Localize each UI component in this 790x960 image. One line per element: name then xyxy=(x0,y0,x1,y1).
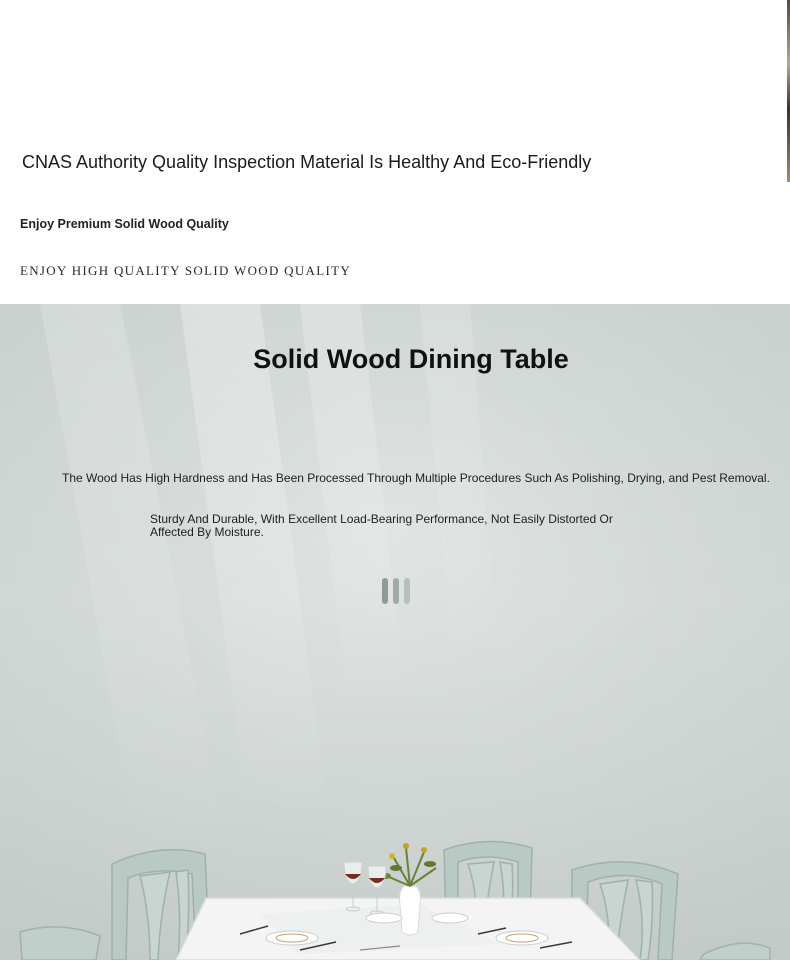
chair-back-left-edge xyxy=(20,927,100,960)
durability-description: Sturdy And Durable, With Excellent Load-Bearing Performance, Not Easily Distorted Or Affected By Moisture. xyxy=(150,512,613,539)
dining-set-illustration xyxy=(0,804,790,960)
top-section xyxy=(0,0,790,304)
bar-3 xyxy=(404,578,410,604)
quality-caption: ENJOY HIGH QUALITY SOLID WOOD QUALITY xyxy=(20,263,352,278)
chair-back-right-edge xyxy=(700,943,770,960)
certification-heading: CNAS Authority Quality Inspection Material Is Healthy And Eco-Friendly xyxy=(22,152,592,172)
wood-hardness-description: The Wood Has High Hardness and Has Been Processed Through Multiple Procedures Such As Polishing, Drying, and Pest Removal. xyxy=(62,471,770,485)
dining-table-scene xyxy=(0,304,790,960)
premium-quality-subheading: Enjoy Premium Solid Wood Quality xyxy=(20,217,229,231)
bar-2 xyxy=(393,578,399,604)
three-bars-icon xyxy=(382,578,410,604)
bar-1 xyxy=(382,578,388,604)
product-title: Solid Wood Dining Table xyxy=(253,344,569,374)
